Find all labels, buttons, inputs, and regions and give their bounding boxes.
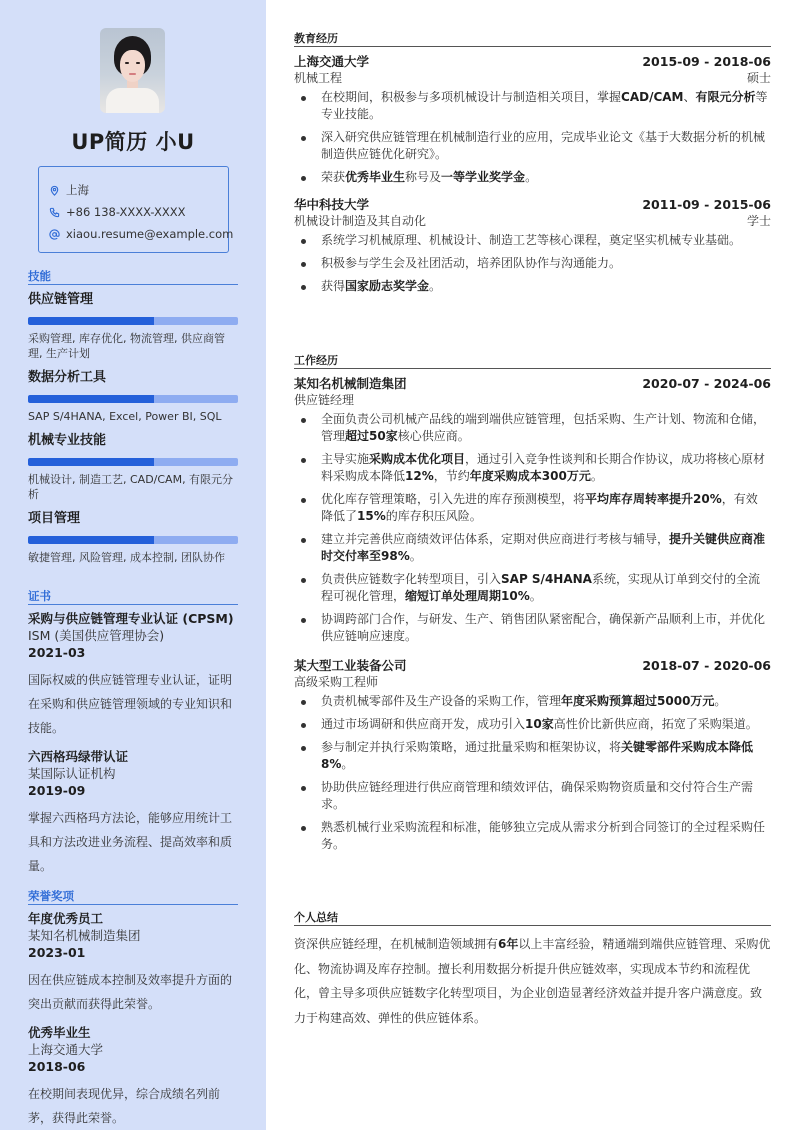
highlight-text: 有限元分析 xyxy=(695,90,756,104)
at-sign-icon xyxy=(49,229,60,240)
work-section xyxy=(294,352,771,865)
skills-heading: 技能 xyxy=(28,268,238,285)
text-run: 在校期间，积极参与多项机械设计与制造相关项目，掌握 xyxy=(321,90,622,104)
text-run: 深入研究供应链管理在机械制造行业的应用，完成毕业论文《基于大数据分析的机械制造供应链优化研究》。 xyxy=(321,130,766,161)
skill-item xyxy=(28,290,238,361)
award-description: 因在供应链成本控制及效率提升方面的突出贡献而获得此荣誉。 xyxy=(28,973,233,1011)
bullet-item xyxy=(294,129,771,163)
skill-description: 敏捷管理, 风险管理, 成本控制, 团队协作 xyxy=(28,551,225,564)
text-run: 。 xyxy=(590,469,603,483)
date-range: 2015-09 - 2018-06 xyxy=(642,54,771,69)
skill-item xyxy=(28,368,238,424)
entry-header xyxy=(294,375,771,392)
entry-header xyxy=(294,196,771,213)
bullet-item xyxy=(294,278,771,295)
summary-section xyxy=(294,909,771,1030)
certificate xyxy=(28,748,238,878)
contact-phone xyxy=(49,201,228,223)
highlight-text: 一等学业奖学金 xyxy=(441,170,526,184)
highlight-text: 15% xyxy=(357,509,386,523)
bullet-item xyxy=(294,232,771,249)
map-pin-icon xyxy=(49,185,60,196)
highlight-text: 6年 xyxy=(498,937,519,951)
bullet-item xyxy=(294,255,771,272)
education-entry xyxy=(294,53,771,186)
bullet-item xyxy=(294,779,771,813)
skill-name: 机械专业技能 xyxy=(28,433,107,448)
text-run: 的库存积压风险。 xyxy=(385,509,482,523)
text-run: 。 xyxy=(429,279,442,293)
summary-heading: 个人总结 xyxy=(294,909,771,926)
skill-description: 机械设计, 制造工艺, CAD/CAM, 有限元分析 xyxy=(28,473,234,501)
text-run: ，节约 xyxy=(433,469,470,483)
major: 机械设计制造及其自动化 xyxy=(294,214,427,228)
bullet-list xyxy=(294,411,771,645)
award-title: 年度优秀员工 xyxy=(28,911,104,926)
contact-email xyxy=(49,223,234,245)
text-run: 负责机械零部件及生产设备的采购工作，管理 xyxy=(321,694,562,708)
bullet-item xyxy=(294,739,771,773)
education-heading: 教育经历 xyxy=(294,30,771,47)
award xyxy=(28,910,238,1016)
highlight-text: 年度采购成本300万元 xyxy=(469,469,591,483)
skill-description: 采购管理, 库存优化, 物流管理, 供应商管理, 生产计划 xyxy=(28,332,225,360)
certificates-section xyxy=(28,588,238,886)
text-run: 系统学习机械原理、机械设计、制造工艺等核心课程，奠定坚实机械专业基础。 xyxy=(321,233,742,247)
highlight-text: 提升关键供应商准时交付率至98% xyxy=(321,532,766,563)
award-title: 优秀毕业生 xyxy=(28,1025,91,1040)
text-run: 资深供应链经理，在机械制造领域拥有 xyxy=(294,937,499,951)
text-run: 通过市场调研和供应商开发，成功引入 xyxy=(321,717,526,731)
text-run: 协调跨部门合作，与研发、生产、销售团队紧密配合，确保新产品顺利上市，并优化供应链响应速度。 xyxy=(321,612,766,643)
text-run: 协助供应链经理进行供应商管理和绩效评估，确保采购物资质量和交付符合生产需求。 xyxy=(321,780,754,811)
bullet-item xyxy=(294,571,771,605)
bullet-item xyxy=(294,716,771,733)
skill-level-fill xyxy=(28,395,154,403)
certificate xyxy=(28,610,238,740)
work-entry xyxy=(294,375,771,645)
text-run: ，通过引入竞争性谈判和长期合作协议，成功将核心原材料采购成本降低 xyxy=(321,452,766,483)
highlight-text: 关键零部件采购成本降低8% xyxy=(321,740,754,771)
date-range: 2011-09 - 2015-06 xyxy=(642,197,771,212)
contact-box xyxy=(38,166,234,253)
skill-item xyxy=(28,509,238,565)
highlight-text: 缩短订单处理周期10% xyxy=(405,589,530,603)
company-name: 某大型工业装备公司 xyxy=(294,658,407,673)
skill-level-fill xyxy=(28,536,154,544)
certificate-date: 2019-09 xyxy=(28,783,86,798)
text-run: 建立并完善供应商绩效评估体系，定期对供应商进行考核与辅导， xyxy=(321,532,670,546)
text-run: ，有效降低了 xyxy=(321,492,758,523)
phone-text: +86 138-XXXX-XXXX xyxy=(66,205,186,219)
degree: 学士 xyxy=(746,214,771,228)
bullet-item xyxy=(294,819,771,853)
awards-heading: 荣誉奖项 xyxy=(28,888,238,905)
text-run: 负责供应链数字化转型项目，引入 xyxy=(321,572,502,586)
skill-level-fill xyxy=(28,458,154,466)
skill-name: 数据分析工具 xyxy=(28,370,107,385)
education-section xyxy=(294,30,771,305)
text-run: 系统，实现从订单到交付的全流程可视化管理， xyxy=(321,572,760,603)
certificate-date: 2021-03 xyxy=(28,645,86,660)
education-entry xyxy=(294,196,771,295)
work-heading: 工作经历 xyxy=(294,352,771,369)
certificate-issuer: 某国际认证机构 xyxy=(28,766,116,781)
main-content xyxy=(266,0,799,1130)
text-run: 主导实施 xyxy=(321,452,370,466)
award-date: 2023-01 xyxy=(28,945,86,960)
school-name: 上海交通大学 xyxy=(294,54,370,69)
certificate-description: 掌握六西格玛方法论，能够应用统计工具和方法改进业务流程、提高效率和质量。 xyxy=(28,811,233,873)
major: 机械工程 xyxy=(294,71,343,85)
award-description: 在校期间表现优异，综合成绩名列前茅，获得此荣誉。 xyxy=(28,1087,221,1125)
text-run: 。 xyxy=(341,757,354,771)
bullet-item xyxy=(294,693,771,710)
skill-level-bar xyxy=(28,317,238,325)
text-run: 。 xyxy=(525,170,538,184)
text-run: 以上丰富经验，精通端到端供应链管理、采购优化、物流协调及库存控制。擅长利用数据分析提升供应链效率，实现成本节约和流程优化，曾主导多项供应链数字化转型项目，为企业创造显著经济效益并提升客户满意度。致力于构建高效、弹性的供应链体系。 xyxy=(294,937,771,1025)
highlight-text: 优秀毕业生 xyxy=(345,170,406,184)
profile-photo xyxy=(100,28,165,113)
text-run: 核心供应商。 xyxy=(397,429,470,443)
text-run: 称号及 xyxy=(405,170,442,184)
school-name: 华中科技大学 xyxy=(294,197,370,212)
text-run: 熟悉机械行业采购流程和标准，能够独立完成从需求分析到合同签订的全过程采购任务。 xyxy=(321,820,766,851)
certificate-issuer: ISM (美国供应管理协会) xyxy=(28,628,165,643)
location-text: 上海 xyxy=(66,183,89,197)
skill-level-bar xyxy=(28,536,238,544)
bullet-item xyxy=(294,451,771,485)
text-run: 优化库存管理策略，引入先进的库存预测模型，将 xyxy=(321,492,586,506)
text-run: 等专业技能。 xyxy=(321,90,768,121)
degree: 硕士 xyxy=(746,71,771,85)
highlight-text: 超过50家 xyxy=(345,429,398,443)
date-range: 2018-07 - 2020-06 xyxy=(642,658,771,673)
highlight-text: 国家励志奖学金 xyxy=(345,279,430,293)
skill-description: SAP S/4HANA, Excel, Power BI, SQL xyxy=(28,410,222,423)
highlight-text: 10家 xyxy=(525,717,554,731)
award xyxy=(28,1024,238,1130)
awards-section xyxy=(28,888,238,1138)
bullet-list xyxy=(294,232,771,295)
entry-subheader xyxy=(294,70,771,86)
entry-header xyxy=(294,657,771,674)
skill-level-bar xyxy=(28,395,238,403)
summary-text xyxy=(294,932,771,1030)
entry-subheader xyxy=(294,674,771,690)
contact-location xyxy=(49,179,228,201)
text-run: 。 xyxy=(409,549,422,563)
award-issuer: 上海交通大学 xyxy=(28,1042,104,1057)
job-title: 高级采购工程师 xyxy=(294,675,379,689)
bullet-list xyxy=(294,693,771,853)
bullet-item xyxy=(294,411,771,445)
skill-level-bar xyxy=(28,458,238,466)
award-issuer: 某知名机械制造集团 xyxy=(28,928,141,943)
highlight-text: CAD/CAM xyxy=(621,90,684,104)
text-run: 。 xyxy=(714,694,727,708)
email-text[interactable]: xiaou.resume@example.com xyxy=(66,227,234,241)
work-entry xyxy=(294,657,771,853)
skill-level-fill xyxy=(28,317,154,325)
entry-subheader xyxy=(294,213,771,229)
text-run: 荣获 xyxy=(321,170,346,184)
bullet-item xyxy=(294,611,771,645)
certificates-heading: 证书 xyxy=(28,588,238,605)
bullet-item xyxy=(294,531,771,565)
entry-header xyxy=(294,53,771,70)
text-run: 积极参与学生会及社团活动，培养团队协作与沟通能力。 xyxy=(321,256,622,270)
company-name: 某知名机械制造集团 xyxy=(294,376,407,391)
certificate-title: 采购与供应链管理专业认证 (CPSM) xyxy=(28,611,234,626)
text-run: 、 xyxy=(683,90,696,104)
award-date: 2018-06 xyxy=(28,1059,86,1074)
bullet-item xyxy=(294,89,771,123)
highlight-text: SAP S/4HANA xyxy=(501,572,592,586)
bullet-list xyxy=(294,89,771,186)
certificate-title: 六西格玛绿带认证 xyxy=(28,749,129,764)
highlight-text: 平均库存周转率提升20% xyxy=(585,492,722,506)
certificate-description: 国际权威的供应链管理专业认证，证明在采购和供应链管理领域的专业知识和技能。 xyxy=(28,673,233,735)
entry-subheader xyxy=(294,392,771,408)
date-range: 2020-07 - 2024-06 xyxy=(642,376,771,391)
phone-icon xyxy=(49,207,60,218)
text-run: 参与制定并执行采购策略，通过批量采购和框架协议，将 xyxy=(321,740,622,754)
skills-section xyxy=(28,268,238,572)
sidebar xyxy=(0,0,266,1130)
text-run: 全面负责公司机械产品线的端到端供应链管理，包括采购、生产计划、物流和仓储，管理 xyxy=(321,412,766,443)
bullet-item xyxy=(294,169,771,186)
highlight-text: 年度采购预算超过5000万元 xyxy=(561,694,715,708)
bullet-item xyxy=(294,491,771,525)
skill-name: 供应链管理 xyxy=(28,292,94,307)
skill-item xyxy=(28,431,238,502)
text-run: 获得 xyxy=(321,279,346,293)
skill-name: 项目管理 xyxy=(28,511,81,526)
highlight-text: 采购成本优化项目 xyxy=(369,452,466,466)
job-title: 供应链经理 xyxy=(294,393,355,407)
text-run: 高性价比新供应商，拓宽了采购渠道。 xyxy=(553,717,758,731)
highlight-text: 12% xyxy=(405,469,434,483)
candidate-name: UP简历 小U xyxy=(71,130,195,154)
text-run: 。 xyxy=(529,589,542,603)
